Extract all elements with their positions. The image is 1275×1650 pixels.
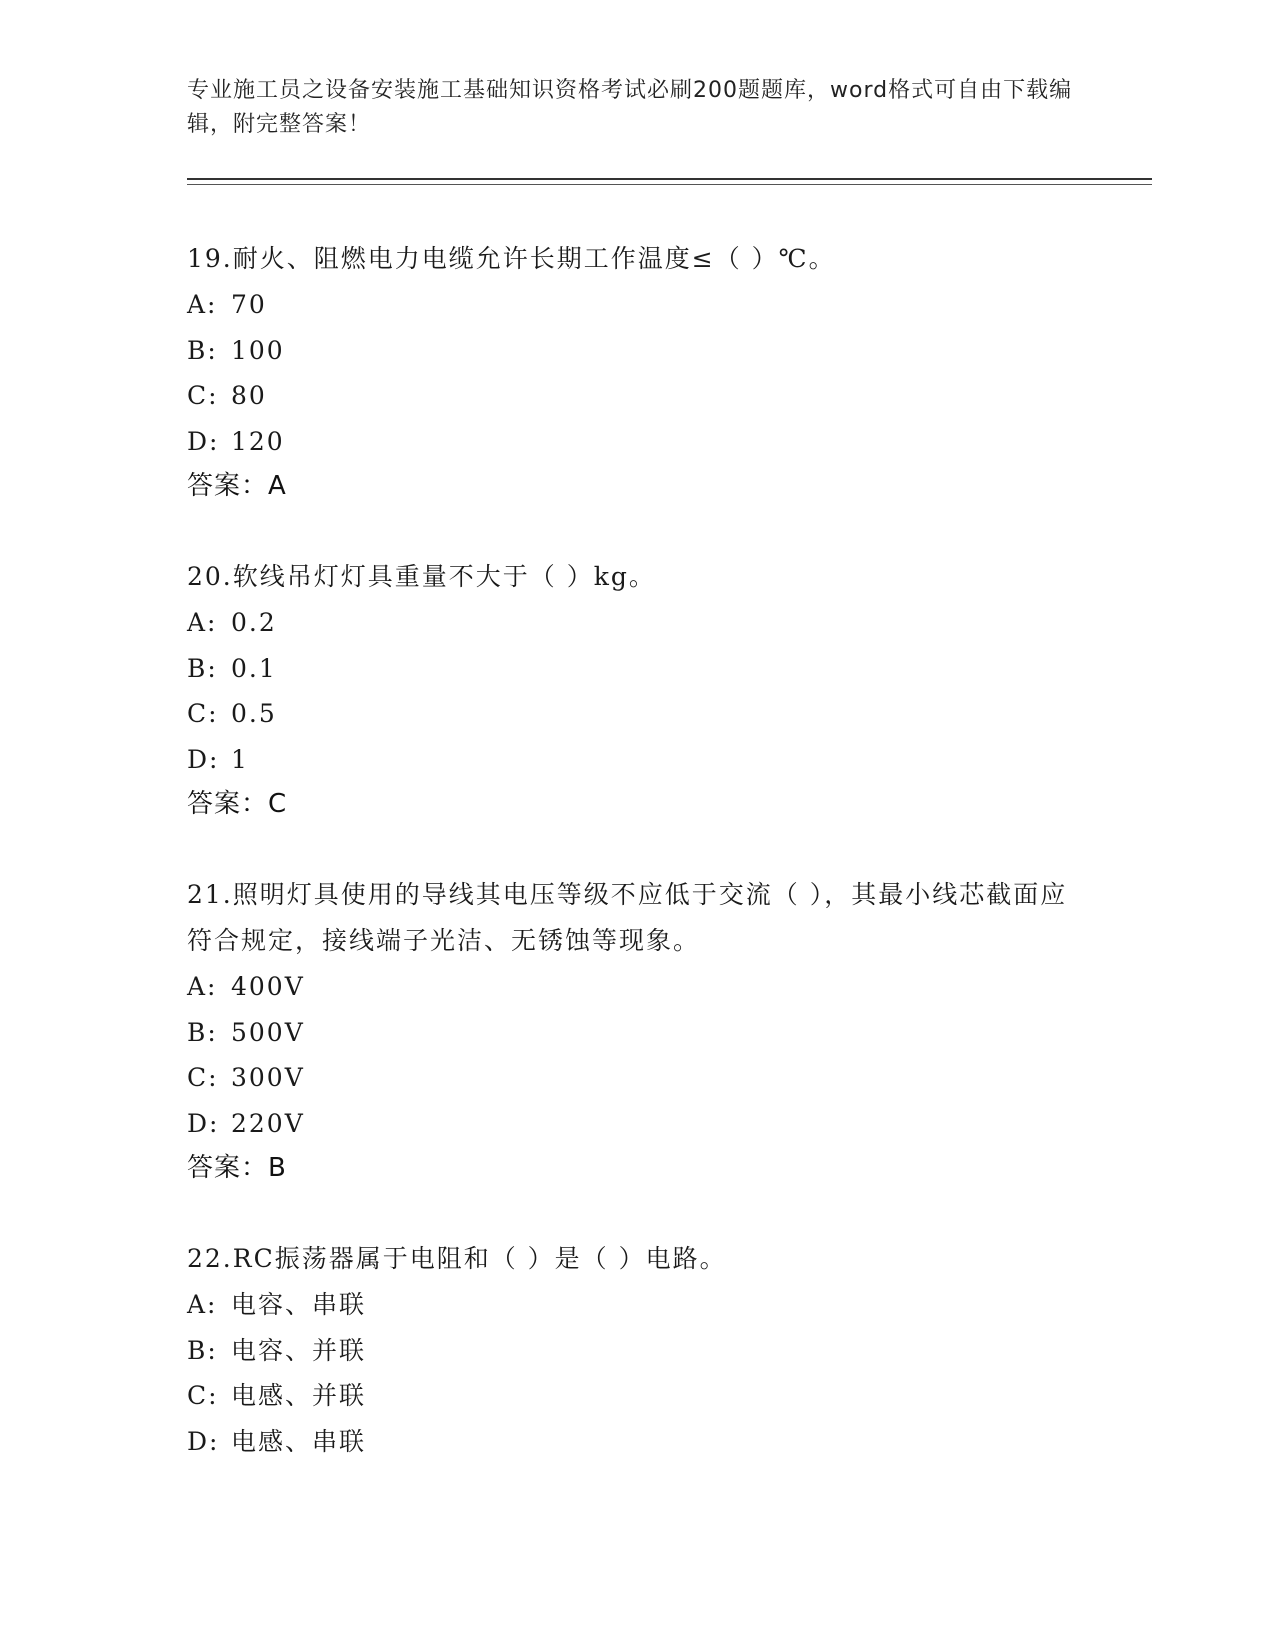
- option-letter: A:: [187, 1290, 218, 1319]
- option-text: 0.5: [231, 699, 277, 728]
- option-letter: D:: [187, 1426, 220, 1456]
- answer-line: 答案：C: [187, 789, 288, 819]
- answer-line: 答案：A: [187, 471, 287, 501]
- document-header: 专业施工员之设备安装施工基础知识资格考试必刷200题题库，word格式可自由下载编辑，附完整答案！: [187, 78, 1073, 137]
- option-text: 电容、并联: [231, 1335, 367, 1365]
- option-text: 电容、串联: [231, 1290, 367, 1319]
- option-text: 0.2: [231, 608, 277, 637]
- option-letter: D:: [187, 1108, 220, 1138]
- option-letter: B:: [187, 1017, 218, 1047]
- option-text: 电感、并联: [231, 1381, 367, 1410]
- answer-line: 答案：B: [187, 1153, 287, 1183]
- question-stem: 19.耐火、阻燃电力电缆允许长期工作温度≤（ ）℃。: [187, 244, 836, 273]
- option-letter: C:: [187, 1381, 219, 1410]
- option-letter: D:: [187, 426, 220, 456]
- option-text: 0.1: [231, 653, 277, 683]
- option-c: [187, 691, 1087, 737]
- option-letter: C:: [187, 699, 219, 728]
- option-letter: A:: [187, 608, 218, 637]
- option-letter: B:: [187, 1335, 218, 1365]
- option-text: 400V: [231, 972, 305, 1001]
- question-stem: 22.RC振荡器属于电阻和（ ）是（ ）电路。: [187, 1244, 727, 1273]
- option-c: [187, 1055, 1087, 1101]
- option-text: 100: [231, 335, 285, 365]
- option-letter: A:: [187, 972, 218, 1001]
- option-d: [187, 1101, 1087, 1147]
- option-text: 220V: [231, 1108, 305, 1138]
- question-list: [187, 236, 1087, 1510]
- option-letter: B:: [187, 335, 218, 365]
- option-text: 300V: [231, 1063, 305, 1092]
- question-19: [187, 236, 1087, 508]
- option-text: 1: [231, 744, 249, 774]
- option-a: [187, 964, 1087, 1010]
- question-stem: 21.照明灯具使用的导线其电压等级不应低于交流（ ），其最小线芯截面应符合规定，接线端子光洁、无锈蚀等现象。: [187, 880, 1068, 955]
- option-d: [187, 419, 1087, 465]
- option-d: [187, 737, 1087, 783]
- question-20: [187, 554, 1087, 826]
- option-b: [187, 1010, 1087, 1056]
- option-letter: B:: [187, 653, 218, 683]
- option-c: [187, 373, 1087, 419]
- option-a: [187, 282, 1087, 328]
- option-letter: C:: [187, 381, 219, 410]
- option-text: 70: [231, 290, 267, 319]
- question-stem: 20.软线吊灯灯具重量不大于（ ）kg。: [187, 562, 656, 591]
- option-b: [187, 1328, 1087, 1374]
- option-a: [187, 1282, 1087, 1328]
- question-21: [187, 872, 1087, 1190]
- option-text: 电感、串联: [231, 1426, 367, 1456]
- header-divider-thick: [187, 178, 1152, 180]
- option-text: 500V: [231, 1017, 305, 1047]
- option-b: [187, 328, 1087, 374]
- header-divider-thin: [187, 184, 1152, 185]
- question-22: [187, 1236, 1087, 1464]
- option-text: 80: [231, 381, 267, 410]
- option-b: [187, 646, 1087, 692]
- option-text: 120: [231, 426, 285, 456]
- option-a: [187, 600, 1087, 646]
- option-letter: D:: [187, 744, 220, 774]
- option-letter: A:: [187, 290, 218, 319]
- option-c: [187, 1373, 1087, 1419]
- option-letter: C:: [187, 1063, 219, 1092]
- option-d: [187, 1419, 1087, 1465]
